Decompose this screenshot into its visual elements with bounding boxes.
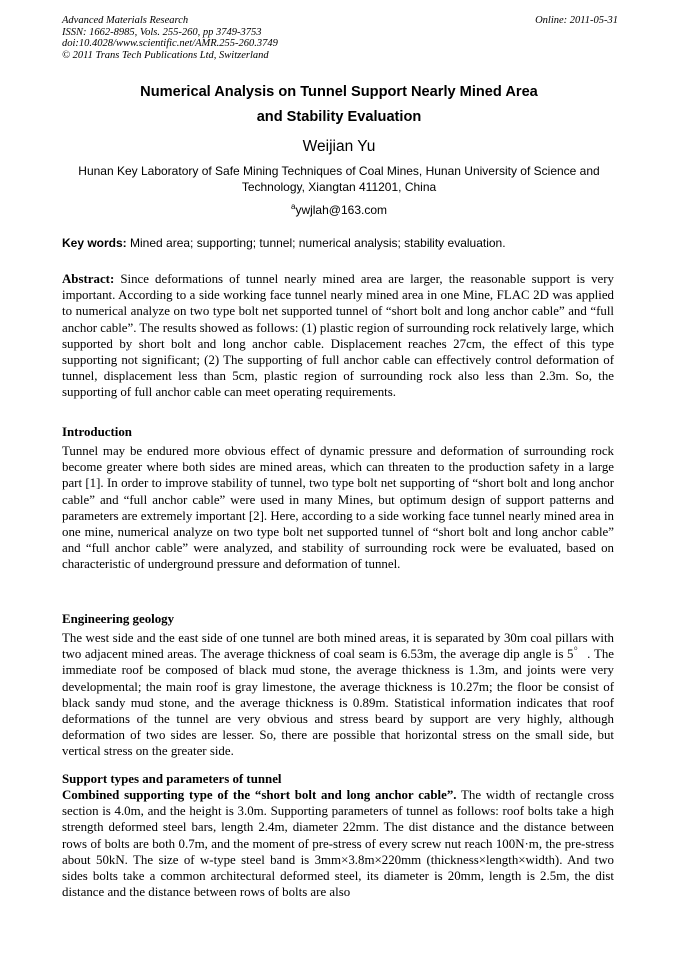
copyright-line: © 2011 Trans Tech Publications Ltd, Switzerland (62, 49, 269, 61)
author-name: Weijian Yu (302, 138, 376, 155)
author-email[interactable]: ywjlah@163.com (295, 203, 387, 217)
introduction-text: Tunnel may be endured more obvious effect of dynamic pressure and deformation of surrounding rock become greater where both sides are mined areas, which can threaten to the production safety in a large part [1]. In order to improve stability of tunnel, two type bolt net supporting of “short bolt and long anchor cable” and “full anchor cable” were used in many Mines, but optimum design of support patterns and parameters are extremely important [2]. Here, according to a side working face tunnel nearly mined area in one mine, numerical analyze on two type bolt net supported tunnel of “short bolt and long anchor cable” and “full anchor cable” were analyzed, and stability of surrounding rock were be evaluated, based on characteristic of underground pressure and deformation of tunnel. (62, 444, 614, 572)
journal-name: Advanced Materials Research (62, 15, 189, 26)
paper-title (62, 80, 616, 130)
affiliation: Hunan Key Laboratory of Safe Mining Techniques of Coal Mines, Hunan University of Science and Technology, Xiangtan 411201, China (78, 164, 600, 194)
introduction-heading: Introduction (62, 425, 132, 439)
online-date: Online: 2011-05-31 (535, 15, 618, 26)
title-line-2: and Stability Evaluation (256, 109, 422, 125)
email-superscript: a (290, 202, 296, 211)
support-lead: Combined supporting type of the “short bolt and long anchor cable”. (62, 788, 457, 802)
keywords (62, 235, 618, 251)
engineering-geology-text: The west side and the east side of one tunnel are both mined areas, it is separated by 30m coal pillars with two adjacent mined areas. The average thickness of coal seam is 6.53m, the average dip angle is 5゜. The immediate roof be composed of black mud stone, the average thickness is 1.3m, and joints were very developmental; the main roof is gray limestone, the average thickness is 10.27m; the floor be consist of black sandy mud stone, and the average thickness is 0.89m. Statistical information indicates that roof deformations of the tunnel are very obvious and stress beard by support are very highly, although deformation of two sides are lesser. So, there are possible that horizontal stress on the small side, but vertical stress on the greater side. (62, 631, 614, 759)
abstract-label: Abstract: (62, 272, 115, 286)
support-body: The width of rectangle cross section is 4.0m, and the height is 3.0m. Supporting parameters of tunnel as follows: roof bolts take a high strength deformed steel bars, length 2.4m, diameter 22mm. The dist distance and the distance between rows of bolts are both 0.7m, and the moment of pre-stress of every screw nut reach 100N·m, the pre-stress about 50kN. The size of w-type steel band is 3mm×3.8m×220mm (thickness×length×width). And two sides bolts take a common architectural deformed steel, its diameter is 20mm, length is 2.5m, the dist distance and the distance between rows of bolts are also (62, 788, 614, 900)
title-line-1: Numerical Analysis on Tunnel Support Nearly Mined Area (140, 84, 538, 100)
support-types-heading: Support types and parameters of tunnel (62, 772, 282, 786)
journal-header (62, 15, 618, 61)
email-line (62, 199, 616, 218)
issn-line: ISSN: 1662-8985, Vols. 255-260, pp 3749-3753 (62, 26, 262, 38)
abstract (62, 271, 614, 401)
keywords-label: Key words: (62, 236, 127, 250)
keywords-text: Mined area; supporting; tunnel; numerical analysis; stability evaluation. (126, 236, 506, 250)
engineering-geology-heading: Engineering geology (62, 612, 175, 626)
abstract-text: Since deformations of tunnel nearly mined area are larger, the reasonable support is very important. According to a side working face tunnel nearly mined area in one Mine, FLAC 2D was applied to numerical analyze on two type bolt net supported tunnel of “short bolt and long anchor cable” and “full anchor cable”. The results showed as follows: (1) plastic region of surrounding rock relatively large, which supported by short bolt and long anchor cable. Displacement reaches 27cm, the effect of this type supporting not significant; (2) The supporting of full anchor cable can effectively control deformation of tunnel, displacement less than 5cm, plastic region of surrounding rock also less than 2.3m. So, the supporting of full anchor cable can meet operating requirements. (62, 272, 614, 400)
support-types-text (62, 787, 614, 900)
doi-line[interactable]: doi:10.4028/www.scientific.net/AMR.255-260.3749 (62, 38, 278, 49)
